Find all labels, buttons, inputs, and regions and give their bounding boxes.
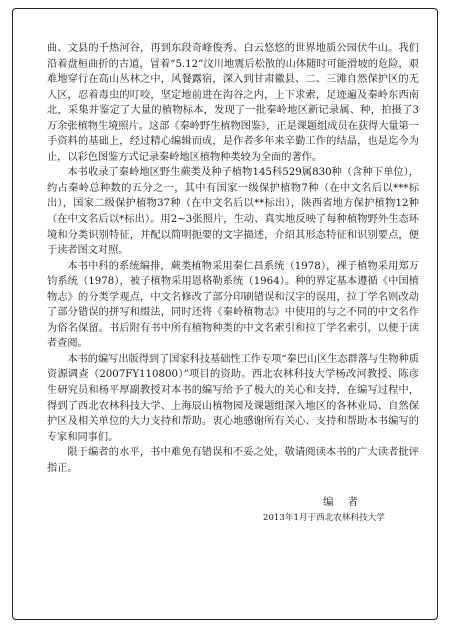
paragraph-3: 本书中科的系统编排，蕨类植物采用秦仁昌系统（1978），裸子植物采用郑万钧系统（1978），被子植物采用恩格勒系统（1964）。种的界定基本遵循《中国植物志》的分类学观点，中文名修改了部分印刷错误和汉字的误用，拉丁学名则改动了部分错误的拼写和缀法，同时还将《秦岭植物志》中使用的与之不同的中文名作为俗名保留。书后附有书中所有植物种类的中文名索引和拉丁学名索引，以便于读者查阅。 — [47, 260, 419, 350]
paragraph-4: 本书的编写出版得到了国家科技基础性工作专项“秦巴山区生态群落与生物种质资源调查（2007FY110800）”项目的资助。西北农林科技大学杨改河教授、陈彦生研究员和杨平厚副教授对本书的编写给予了极大的关心和支持，在编写过程中，得到了西北农林科技大学、上海辰山植物园及课题组深入地区的各林业局、自然保护区及相关单位的大力支持和帮助。衷心地感谢所有关心、支持和帮助本书编写的专家和同事们。 — [47, 353, 419, 443]
signature: 编者 — [323, 496, 372, 508]
date-line: 2013年1月于西北农林科技大学 — [263, 513, 385, 523]
paragraph-5: 限于编者的水平，书中难免有错误和不妥之处，敬请阅读本书的广大读者批评指正。 — [47, 447, 419, 474]
preface-body — [47, 41, 419, 476]
page-frame — [12, 8, 438, 620]
paragraph-1: 曲、文县的千热河谷，再到东段奇峰俊秀、白云悠悠的世界地质公园伏牛山。我们沿着盘桓曲折的古道，冒着“5.12”汶川地震后松散的山体随时可能滑坡的危险，艰难地穿行在高山丛林之中，风餐露宿，深入到甘肃徽县、二、三滩自然保护区的无人区，忍着毒虫的叮咬，坚定地前进在沟谷之内，上下求索，足迹遍及秦岭东西南北，采集并鉴定了大量的植物标本，发现了一批秦岭地区新记录属、种，拍摄了3万余张植物生境照片。这部《秦岭野生植物图鉴》，正是课题组成员在获得大量第一手资料的基础上，经过精心编辑而成，是作者多年来辛勤工作的结晶，也是迄今为止，以彩色图鉴方式记录秦岭地区植物种类较为全面的著作。 — [47, 43, 419, 163]
paragraph-2: 本书收录了秦岭地区野生蕨类及种子植物145科529属830种（含种下单位），约占秦岭总种数的五分之一，其中有国家一级保护植物7种（在中文名后以***标出），国家二级保护植物37种（在中文名后以**标出），陕西省地方保护植物12种（在中文名后以*标出）。用2~3张照片，生动、真实地反映了每种植物野外生态环境和分类识别特征，并配以简明扼要的文字描述，介绍其形态特征和识别要点，便于读者图文对照。 — [47, 167, 419, 257]
